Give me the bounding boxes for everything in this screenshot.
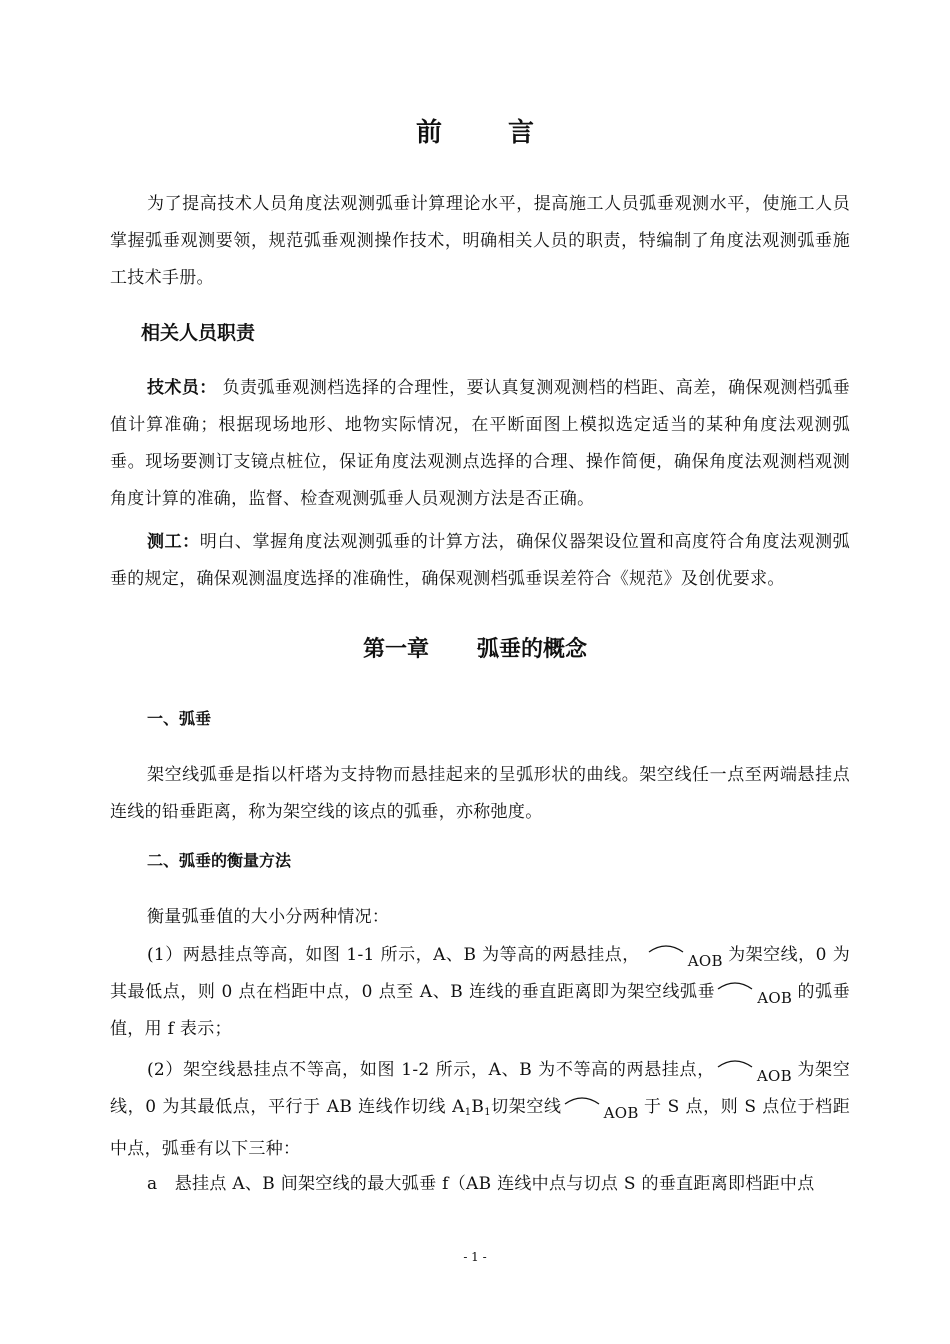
item-a-paragraph: a 悬挂点 A、B 间架空线的最大弧垂 f（AB 连线中点与切点 S 的垂直距离即档距中点 <box>147 1174 815 1194</box>
technician-label: 技术员： <box>147 378 217 398</box>
case-2-text-a: (2）架空线悬挂点不等高，如图 1-2 所示，A、B 为不等高的两悬挂点， <box>147 1060 715 1080</box>
subscript: 1 <box>464 1107 472 1118</box>
chapter-number: 第一章 <box>362 637 429 662</box>
arc-aob-label: AOB <box>687 952 723 970</box>
case-2-text-b: 为架空线，0 为其最低点，平行于 AB 连线作切线 A <box>110 1060 850 1117</box>
arc-aob-symbol <box>649 952 725 970</box>
case-1-text-b: 为架空线，0 为其最低点，则 0 点在档距中点，0 点至 A、B 连线的垂直距离即为架空线弧垂 <box>110 945 850 1002</box>
surveyor-paragraph <box>110 524 850 598</box>
arc-aob-symbol <box>718 1067 794 1085</box>
arc-aob-label: AOB <box>757 989 793 1007</box>
case-2-text-e: 于 S 点，则 S 点位于档距中点，弧垂有以下三种： <box>110 1097 850 1159</box>
page-title <box>0 112 950 149</box>
chapter-name: 弧垂的概念 <box>477 637 588 662</box>
title-char-1: 前 <box>415 118 442 148</box>
case-1-paragraph <box>110 937 850 1048</box>
chapter-heading <box>0 632 950 663</box>
surveyor-label: 测工： <box>147 532 200 552</box>
case-1-text-c: 的弧垂值，用 f 表示； <box>110 982 850 1039</box>
section-measure-heading: 二、弧垂的衡量方法 <box>147 851 292 870</box>
arc-aob-symbol <box>565 1104 641 1122</box>
technician-paragraph <box>110 370 850 518</box>
case-2-text-c: B <box>471 1097 485 1117</box>
case-1-text-a: (1）两悬挂点等高，如图 1-1 所示，A、B 为等高的两悬挂点， <box>147 945 640 965</box>
arc-aob-label: AOB <box>603 1104 639 1122</box>
subscript: 1 <box>484 1107 491 1118</box>
title-char-2: 言 <box>507 118 534 148</box>
intro-paragraph: 为了提高技术人员角度法观测弧垂计算理论水平，提高施工人员弧垂观测水平，使施工人员掌握弧垂观测要领，规范弧垂观测操作技术，明确相关人员的职责，特编制了角度法观测弧垂施工技术手册。 <box>110 194 850 288</box>
arc-aob-label: AOB <box>756 1067 792 1085</box>
section-sag-heading: 一、弧垂 <box>147 709 212 728</box>
surveyor-text: 明白、掌握角度法观测弧垂的计算方法，确保仪器架设位置和高度符合角度法观测弧垂的规定，确保观测温度选择的准确性，确保观测档弧垂误差符合《规范》及创优要求。 <box>110 532 850 589</box>
case-2-text-d: 切架空线 <box>490 1097 562 1117</box>
case-2-paragraph <box>110 1052 850 1168</box>
technician-text: 负责弧垂观测档选择的合理性，要认真复测观测档的档距、高差，确保观测档弧垂值计算准确；根据现场地形、地物实际情况，在平断面图上模拟选定适当的某种角度法观测弧垂。现场要测订支镜点桩位，保证角度法观测点选择的合理、操作简便，确保角度法观测档观测角度计算的准确，监督、检查观测弧垂人员观测方法是否正确。 <box>110 378 850 509</box>
measure-intro-paragraph: 衡量弧垂值的大小分两种情况： <box>147 907 390 927</box>
roles-heading: 相关人员职责 <box>141 322 256 344</box>
sag-definition-paragraph: 架空线弧垂是指以杆塔为支持物而悬挂起来的呈弧形状的曲线。架空线任一点至两端悬挂点连线的铅垂距离，称为架空线的该点的弧垂，亦称弛度。 <box>110 765 850 822</box>
arc-aob-symbol <box>718 989 794 1007</box>
page-number: - 1 - <box>463 1250 487 1264</box>
